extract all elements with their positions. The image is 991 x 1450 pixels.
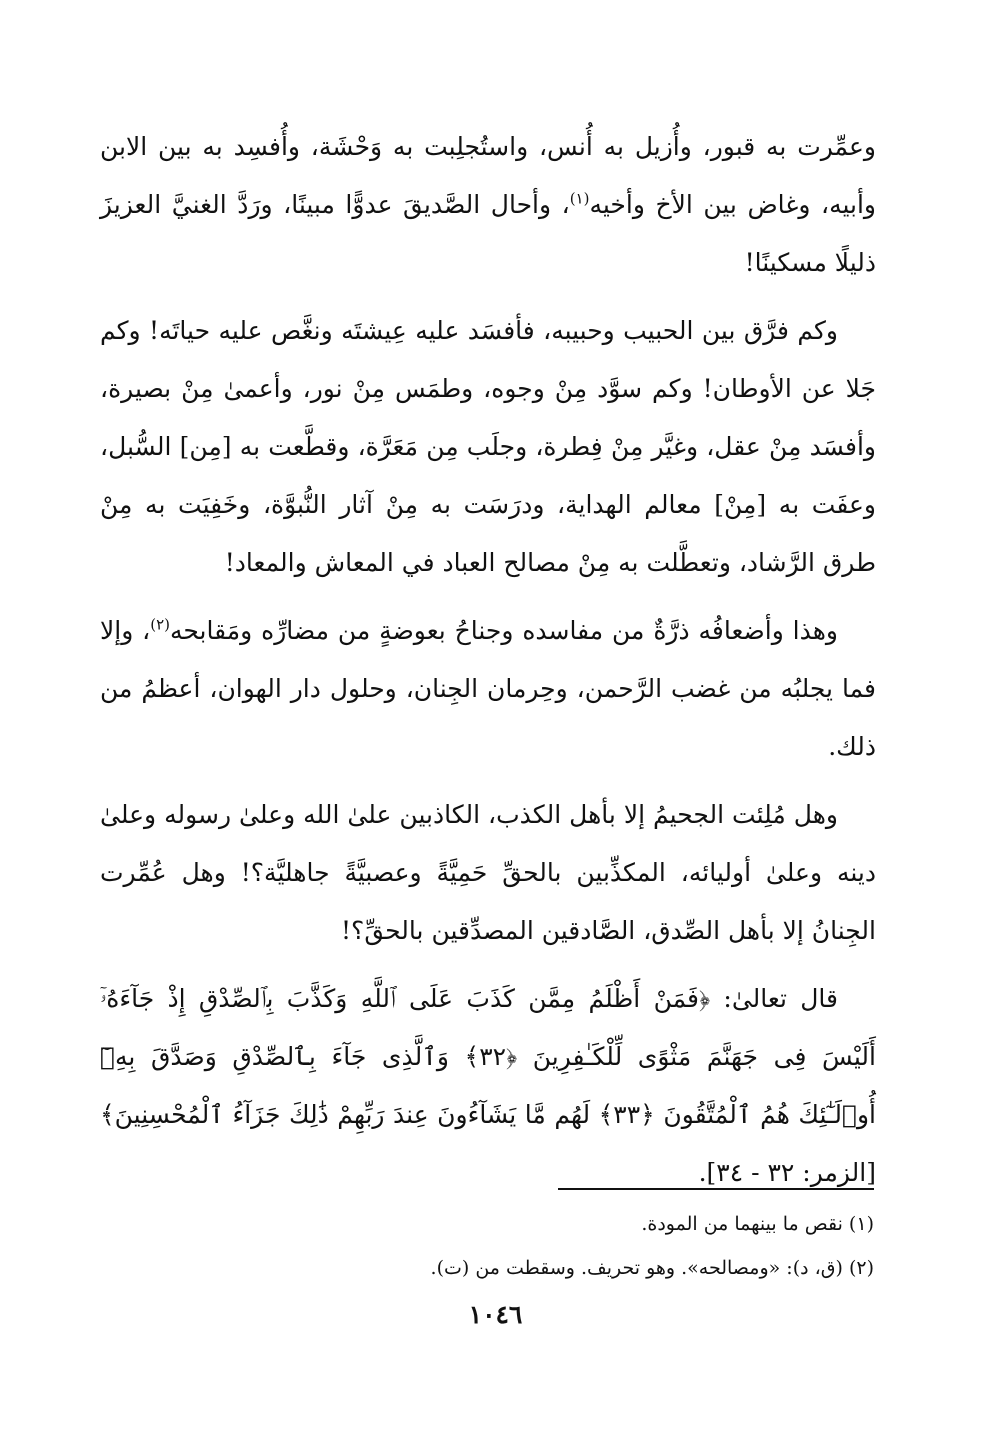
- paragraph-3-tail: ، وإلا فما يجلبُه من غضب الرَّحمن، وحِرمان الجِنان، وحلول دار الهوان، أعظمُ من ذلك.: [100, 616, 876, 761]
- paragraph-2: [100, 302, 876, 592]
- paragraph-4-text: وهل مُلِئت الجحيمُ إلا بأهل الكذب، الكاذبين علىٰ الله وعلىٰ رسوله وعلىٰ دينه وعلىٰ أوليائه، المكذِّبين بالحقِّ حَمِيَّةً وعصبيَّةً جاهليَّة؟! وهل عُمِّرت الجِنانُ إلا بأهل الصِّدق، الصَّادقين المصدِّقين بالحقِّ؟!: [100, 800, 876, 945]
- quran-verse: ﴿فَمَنْ أَظْلَمُ مِمَّن كَذَبَ عَلَى ٱللَّهِ وَكَذَّبَ بِٱلصِّدْقِ إِذْ جَآءَهُۥٓ أَلَيْسَ فِى جَهَنَّمَ مَثْوًى لِّلْكَـٰفِرِينَ ﴿٣٢﴾ وَٱلَّذِى جَآءَ بِٱلصِّدْقِ وَصَدَّقَ بِهِۦٓ أُو۟لَـٰٓئِكَ هُمُ ٱلْمُتَّقُونَ ﴿٣٣﴾ لَهُم مَّا يَشَآءُونَ عِندَ رَبِّهِمْ ذَٰلِكَ جَزَآءُ ٱلْمُحْسِنِينَ﴾: [100, 984, 877, 1129]
- main-text: [100, 118, 876, 1212]
- footnotes: [300, 1202, 874, 1290]
- paragraph-5: [100, 970, 876, 1202]
- footnote-2: (٢) (ق، د): «ومصالحه». وهو تحريف. وسقطت من (ت).: [430, 1257, 874, 1279]
- quran-reference: [الزمر: ٣٢ - ٣٤].: [698, 1158, 876, 1187]
- paragraph-1-tail: ، وأحال الصَّديقَ عدوًّا مبينًا، ورَدَّ الغنيَّ العزيزَ ذليلًا مسكينًا!: [100, 190, 876, 277]
- footnote-divider: [558, 1188, 874, 1190]
- paragraph-2-text: وكم فرَّق بين الحبيب وحبيبه، فأفسَد عليه عِيشتَه ونغَّص عليه حياتَه! وكم جَلا عن الأوطان! وكم سوَّد مِنْ وجوه، وطمَس مِنْ نور، وأعمىٰ مِنْ بصيرة، وأفسَد مِنْ عقل، وغيَّر مِنْ فِطرة، وجلَب مِن مَعَرَّة، وقطَّعت به [مِن] السُّبل، وعفَت به [مِنْ] معالم الهداية، ودرَسَت به مِنْ آثار النُّبوَّة، وخَفِيَت به مِنْ طرق الرَّشاد، وتعطَّلت به مِنْ مصالح العباد في المعاش والمعاد!: [100, 316, 876, 577]
- paragraph-1-text: وعمِّرت به قبور، وأُزيل به أُنس، واستُجلِبت به وَحْشَة، وأُفسِد به بين الابن وأبيه، وغاض بين الأخ وأخيه: [100, 132, 877, 219]
- footnote-1: (١) نقص ما بينهما من المودة.: [641, 1213, 874, 1235]
- paragraph-1: [100, 118, 876, 292]
- footnote-ref-2: (٢): [150, 615, 171, 634]
- footnote-ref-1: (١): [569, 189, 590, 208]
- page-number: ١٠٤٦: [468, 1300, 523, 1329]
- paragraph-5-text: قال تعالىٰ:: [710, 984, 838, 1013]
- paragraph-3: [100, 602, 876, 776]
- paragraph-3-text: وهذا وأضعافُه ذرَّةٌ من مفاسده وجناحُ بعوضةٍ من مضارِّه ومَقابحه: [170, 616, 838, 645]
- paragraph-4: [100, 786, 876, 960]
